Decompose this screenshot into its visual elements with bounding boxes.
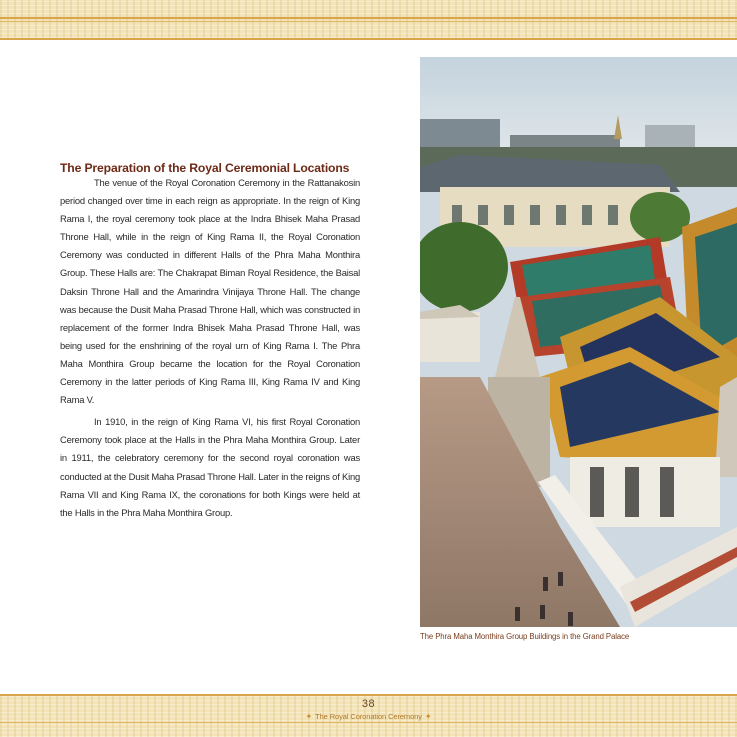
top-band-rule [0, 17, 737, 19]
running-title-text: The Royal Coronation Ceremony [315, 712, 422, 721]
paragraph-2: In 1910, in the reign of King Rama VI, his first Royal Coronation Ceremony took place at the Halls in the Phra Maha Monthira Group. Later in 1911, the celebratory ceremony for the second royal coronation was conducted at the Dusit Maha Prasad Throne Hall. Later in the reigns of King Rama VII and King Rama IX, the coronations for both Kings were held at the Halls in the Phra Maha Monthira Group. [60, 416, 360, 518]
bottom-band-top-rule [0, 694, 737, 696]
article-body [60, 174, 360, 526]
top-band-rule-thin [0, 21, 737, 22]
top-band-bottom-rule [0, 38, 737, 40]
top-decorative-band [0, 0, 737, 38]
paragraph-1: The venue of the Royal Coronation Ceremony in the Rattanakosin period changed over time in each reign as appropriate. In the reign of King Rama I, the royal ceremony took place at the Indra Bhisek Maha Prasad Throne Hall, while in the reign of King Rama II, the Royal Coronation Ceremony was conducted in different Halls of the Phra Maha Monthira Group. These Halls are: The Chakrapat Biman Royal Residence, the Baisal Daksin Throne Hall and the Amarindra Vinijaya Throne Hall. The change was because the Dusit Maha Prasad Throne Hall, which was constructed in replacement of the former Indra Bhisek Maha Prasad Throne Hall, was being used for the enshrining of the royal urn of King Rama I. The Phra Maha Monthira Group became the location for the Royal Coronation Ceremony in the latter periods of King Rama III, King Rama IV and King Rama V. [60, 177, 360, 406]
photo-caption: The Phra Maha Monthira Group Buildings in the Grand Palace [420, 632, 630, 641]
grand-palace-photo [420, 57, 737, 627]
section-heading: The Preparation of the Royal Ceremonial Locations [60, 161, 350, 176]
running-title [0, 712, 737, 721]
bottom-band-rule-thin [0, 722, 737, 723]
page-number: 38 [361, 698, 376, 710]
ornament-right-icon: ✦ [424, 712, 432, 721]
grand-palace-illustration [420, 57, 737, 627]
ornament-left-icon: ✦ [305, 712, 313, 721]
